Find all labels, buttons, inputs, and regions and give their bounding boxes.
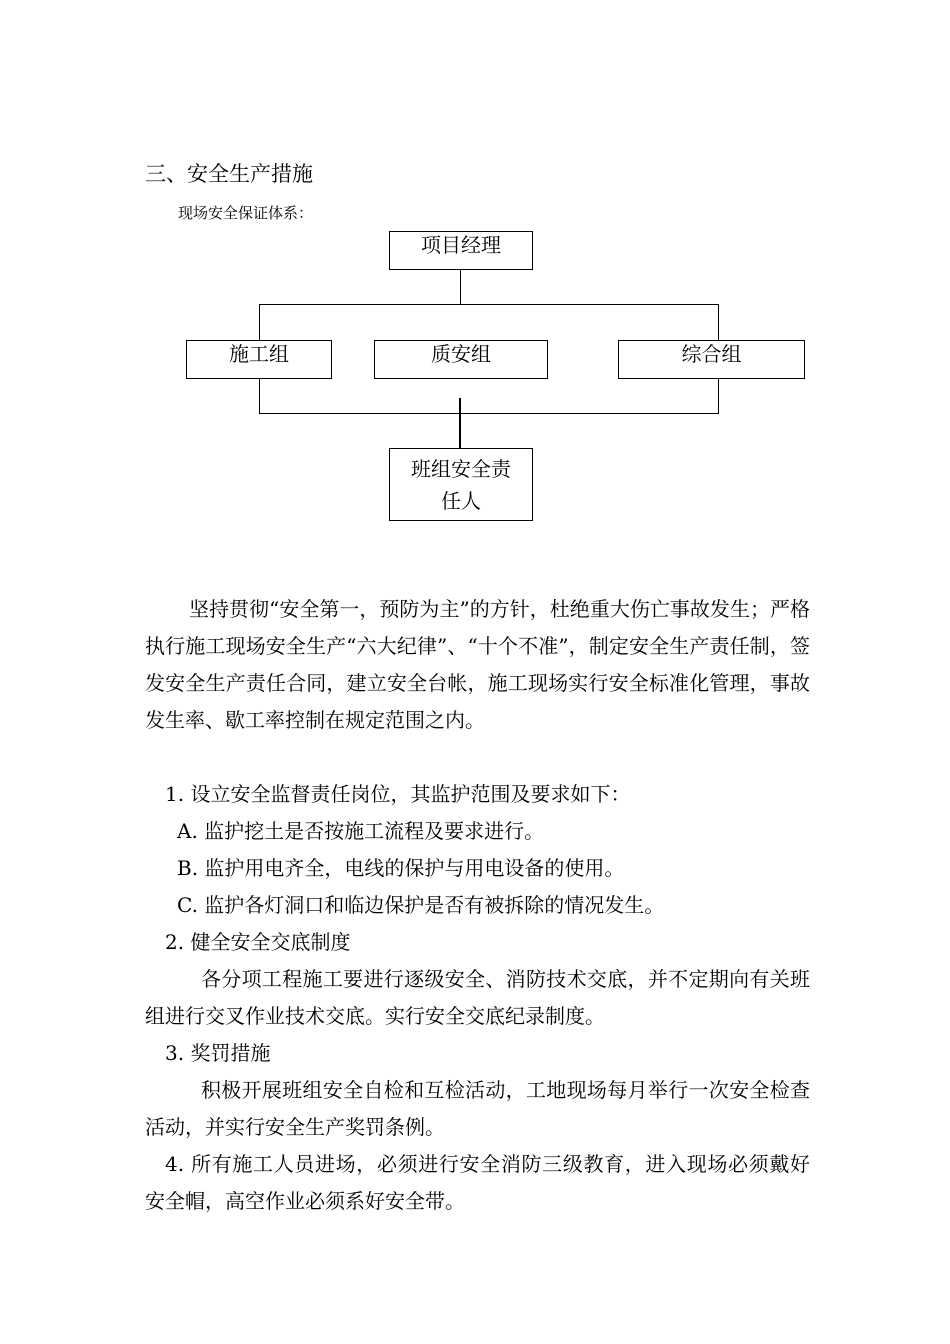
org-label-team-safety-officer: 班组安全责任人 [411,457,511,513]
list-item-1: 1. 设立安全监督责任岗位，其监护范围及要求如下： [165,782,631,806]
org-label-general-team: 综合组 [681,342,742,366]
org-label-quality-safety-team: 质安组 [431,342,491,366]
intro-paragraph [145,591,810,739]
list-item-3: 3. 奖罚措施 [165,1041,271,1065]
list-subitem-c: C. 监护各灯洞口和临边保护是否有被拆除的情况发生。 [177,893,665,917]
org-box-team-safety-officer [389,448,533,521]
list-item-2-text [145,961,810,1035]
list-item-2-body: 各分项工程施工要进行逐级安全、消防技术交底，并不定期向有关班组进行交叉作业技术交底。实行安全交底纪录制度。 [145,967,810,1028]
org-connector [460,270,461,304]
org-box-quality-safety-team [374,340,548,379]
org-connector [718,304,719,340]
list-subitem-a: A. 监护挖土是否按施工流程及要求进行。 [177,819,545,843]
org-connector [259,413,719,414]
list-item-2: 2. 健全安全交底制度 [165,930,351,954]
org-label-project-manager: 项目经理 [421,233,501,257]
org-connector [259,304,719,305]
org-box-general-team [618,340,805,379]
org-connector [459,398,461,448]
list-item-4 [145,1146,810,1220]
section-heading: 三、安全生产措施 [145,162,313,186]
org-box-construction-team [186,340,332,379]
section-subheading: 现场安全保证体系： [178,204,314,222]
org-connector [259,379,260,413]
list-item-3-body: 积极开展班组安全自检和互检活动，工地现场每月举行一次安全检查活动，并实行安全生产奖罚条例。 [145,1078,810,1139]
intro-text: 坚持贯彻“安全第一，预防为主”的方针，杜绝重大伤亡事故发生；严格执行施工现场安全生产“六大纪律”、“十个不准”，制定安全生产责任制，签发安全生产责任合同，建立安全台帐，施工现场实行安全标准化管理，事故发生率、歇工率控制在规定范围之内。 [145,597,810,732]
list-item-4-body: 4. 所有施工人员进场，必须进行安全消防三级教育，进入现场必须戴好安全帽，高空作业必须系好安全带。 [145,1152,810,1213]
org-box-project-manager [389,231,533,270]
org-label-construction-team: 施工组 [229,342,289,366]
org-connector [259,304,260,340]
list-subitem-b: B. 监护用电齐全，电线的保护与用电设备的使用。 [177,856,625,880]
org-connector [718,379,719,413]
list-item-3-text [145,1072,810,1146]
